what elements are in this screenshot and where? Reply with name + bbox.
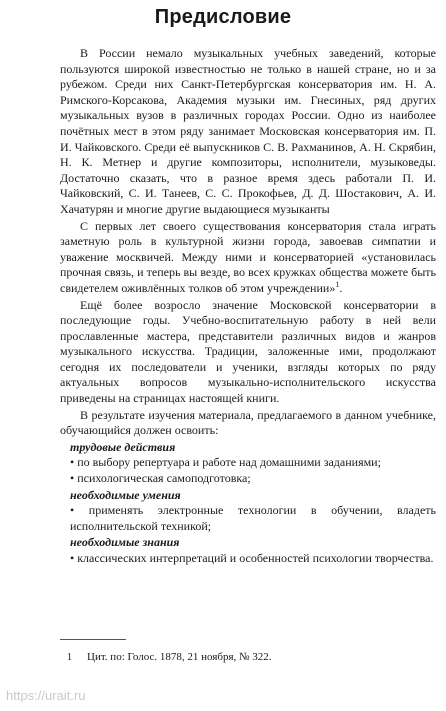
section-heading-labor-actions: трудовые действия xyxy=(70,439,176,454)
list-item: • классических интерпретаций и особенностей психологии творчества. xyxy=(70,551,434,565)
list-item: • применять электронные технологии в обучении, владеть исполнительской техникой; xyxy=(70,503,436,533)
list-item: • психологическая самоподготовка; xyxy=(70,471,251,486)
list-item: • по выбору репертуара и работе над домашними заданиями; xyxy=(70,455,381,470)
body-text xyxy=(60,46,436,567)
section-heading-skills: необходимые умения xyxy=(70,487,181,502)
watermark-url[interactable]: https://urait.ru xyxy=(6,688,86,703)
footnote-divider xyxy=(60,639,126,640)
paragraph: В результате изучения материала, предлагаемого в данном учебнике, обучающийся должен освоить: xyxy=(60,407,436,438)
paragraph: Ещё более возросло значение Московской консерватории в последующие годы. Учебно-воспитательную работу в ней вели прославленные мастера, представители различных видов и жанров музыкального искусства. Традиции, заложенные ими, продолжают сегодня их последователи и ученики, взгляды которых по ряду актуальных вопросов музыкально-исполнительского искусства приведены на страницах настоящей книги. xyxy=(60,297,436,406)
paragraph xyxy=(60,219,436,297)
section-heading-knowledge: необходимые знания xyxy=(70,535,180,550)
paragraph: В России немало музыкальных учебных заведений, которые пользуются широкой известностью не только в нашей стране, но и за рубежом. Среди них Санкт-Петербургская консерватория им. Н. А. Римского-Корсакова, Академия музыки им. Гнесиных, ряд других музыкальных вузов в различных городах России. Одно из наиболее почётных мест в этом ряду занимает Московская консерватория им. П. И. Чайковского. Среди её выпускников С. В. Рахманинов, А. Н. Скрябин, Н. К. Метнер и другие композиторы, исполнители, музыковеды. Достаточно сказать, что в разное время здесь работали П. И. Чайковский, С. И. Танеев, С. С. Прокофьев, Д. Д. Шостакович, А. И. Хачатурян и многие другие выдающиеся музыканты xyxy=(60,46,436,216)
footnote xyxy=(60,650,436,665)
footnote-number: 1 xyxy=(67,652,72,663)
paragraph-end: . xyxy=(339,280,343,295)
footnote-reference[interactable]: 1 xyxy=(335,279,340,289)
footnote-text: Цит. по: Голос. 1878, 21 ноября, № 322. xyxy=(87,651,272,663)
paragraph-text: С первых лет своего существования консерватория стала играть заметную роль в культурной жизни города, завоевав симпатии и уважение москвичей. Между ними и консерваторией «установилась прочная связь, и теперь вы везде, во всех кружках общества можете быть свидетелем оживлённых толков об этом учреждении» xyxy=(60,218,436,295)
page-title: Предисловие xyxy=(154,6,292,28)
